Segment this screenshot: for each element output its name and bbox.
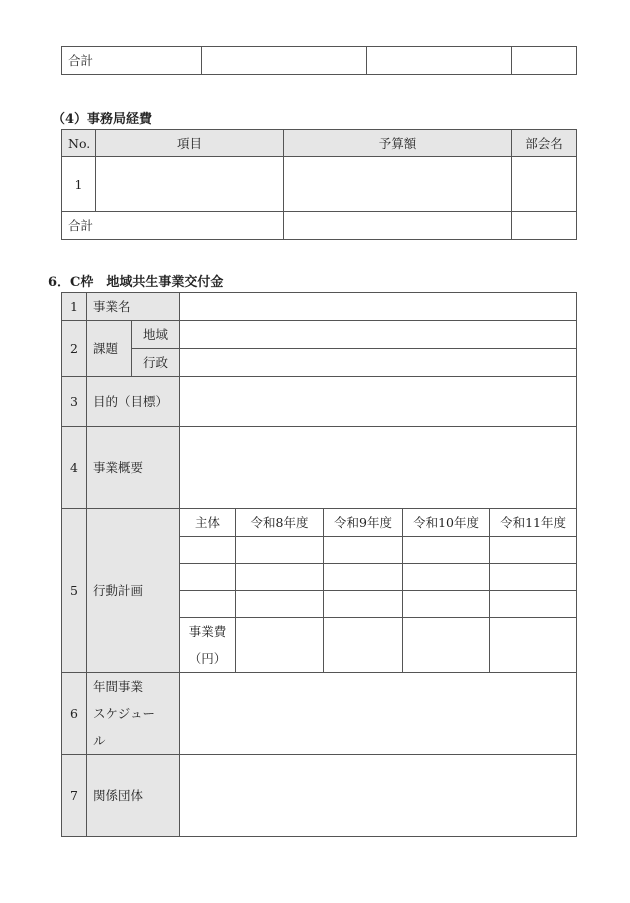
schedule-label-line: ル bbox=[93, 733, 106, 748]
action-plan-label: 行動計画 bbox=[87, 509, 180, 673]
header-r10: 令和10年度 bbox=[403, 509, 490, 537]
community-grant-table bbox=[61, 292, 577, 837]
plan-cell[interactable] bbox=[180, 564, 236, 591]
project-name-field[interactable] bbox=[180, 293, 577, 321]
plan-cell[interactable] bbox=[403, 591, 490, 618]
row-number: 1 bbox=[62, 293, 87, 321]
row-number: 7 bbox=[62, 755, 87, 837]
plan-cell[interactable] bbox=[490, 591, 577, 618]
cost-cell[interactable] bbox=[403, 618, 490, 673]
cost-cell[interactable] bbox=[324, 618, 403, 673]
office-expenses-table bbox=[61, 129, 577, 240]
header-r9: 令和9年度 bbox=[324, 509, 403, 537]
total-cell[interactable] bbox=[512, 47, 577, 75]
related-groups-label: 関係団体 bbox=[87, 755, 180, 837]
plan-cell[interactable] bbox=[490, 537, 577, 564]
overview-label: 事業概要 bbox=[87, 427, 180, 509]
row-number: 6 bbox=[62, 673, 87, 755]
section-6-heading: 6．C枠 地域共生事業交付金 bbox=[48, 275, 224, 290]
plan-cell[interactable] bbox=[236, 591, 324, 618]
plan-cell[interactable] bbox=[324, 591, 403, 618]
section-4-heading: （4）事務局経費 bbox=[52, 112, 153, 127]
overview-field[interactable] bbox=[180, 427, 577, 509]
plan-cell[interactable] bbox=[236, 564, 324, 591]
cost-cell[interactable] bbox=[236, 618, 324, 673]
purpose-label: 目的（目標） bbox=[87, 377, 180, 427]
cost-label-text: 事業費 bbox=[188, 624, 227, 639]
purpose-field[interactable] bbox=[180, 377, 577, 427]
dept-cell[interactable] bbox=[512, 157, 577, 212]
item-cell[interactable] bbox=[96, 157, 284, 212]
total-budget-cell[interactable] bbox=[284, 212, 512, 240]
issue-community-field[interactable] bbox=[180, 321, 577, 349]
cost-unit-text: （円） bbox=[188, 651, 227, 666]
budget-cell[interactable] bbox=[284, 157, 512, 212]
cost-cell[interactable] bbox=[490, 618, 577, 673]
plan-cell[interactable] bbox=[403, 537, 490, 564]
plan-cell[interactable] bbox=[324, 537, 403, 564]
total-dept-cell[interactable] bbox=[512, 212, 577, 240]
header-budget: 予算額 bbox=[284, 130, 512, 157]
project-cost-label bbox=[180, 618, 236, 673]
schedule-label-line: 年間事業 bbox=[93, 679, 144, 694]
header-r8: 令和8年度 bbox=[236, 509, 324, 537]
row-number: 5 bbox=[62, 509, 87, 673]
total-cell[interactable] bbox=[367, 47, 512, 75]
plan-cell[interactable] bbox=[180, 537, 236, 564]
issue-government-field[interactable] bbox=[180, 349, 577, 377]
total-cell[interactable] bbox=[202, 47, 367, 75]
plan-cell[interactable] bbox=[324, 564, 403, 591]
top-total-table bbox=[61, 46, 577, 75]
row-number: 4 bbox=[62, 427, 87, 509]
annual-schedule-field[interactable] bbox=[180, 673, 577, 755]
header-dept: 部会名 bbox=[512, 130, 577, 157]
issue-government-label: 行政 bbox=[132, 349, 180, 377]
issue-label: 課題 bbox=[87, 321, 132, 377]
plan-cell[interactable] bbox=[403, 564, 490, 591]
annual-schedule-label bbox=[87, 673, 180, 755]
issue-community-label: 地域 bbox=[132, 321, 180, 349]
plan-cell[interactable] bbox=[180, 591, 236, 618]
row-number: 2 bbox=[62, 321, 87, 377]
total-label: 合計 bbox=[62, 47, 202, 75]
header-r11: 令和11年度 bbox=[490, 509, 577, 537]
plan-cell[interactable] bbox=[490, 564, 577, 591]
schedule-label-line: スケジュー bbox=[93, 706, 156, 721]
row-number: 1 bbox=[62, 157, 96, 212]
related-groups-field[interactable] bbox=[180, 755, 577, 837]
header-item: 項目 bbox=[96, 130, 284, 157]
project-name-label: 事業名 bbox=[87, 293, 180, 321]
row-number: 3 bbox=[62, 377, 87, 427]
header-no: No. bbox=[62, 130, 96, 157]
total-label: 合計 bbox=[62, 212, 284, 240]
plan-cell[interactable] bbox=[236, 537, 324, 564]
header-actor: 主体 bbox=[180, 509, 236, 537]
